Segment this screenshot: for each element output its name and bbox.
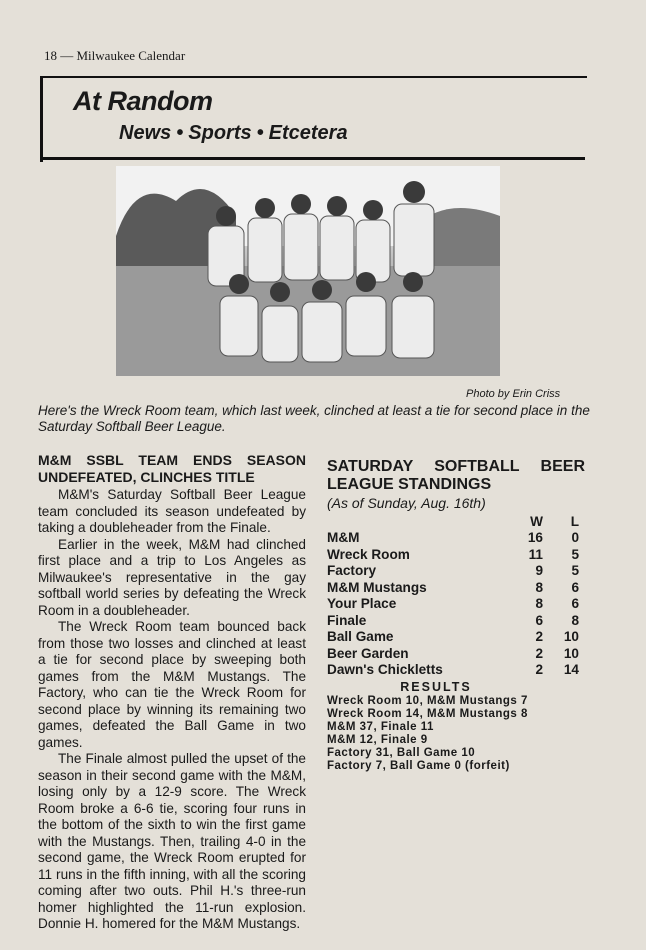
team-photo-illustration [116, 166, 500, 376]
standings-row [327, 547, 579, 564]
result-line: Factory 31, Ball Game 10 [327, 747, 476, 759]
team-name: Beer Garden [327, 645, 409, 661]
team-wins: 2 [535, 645, 543, 661]
article-headline: M&M SSBL TEAM ENDS SEASON UNDEFEATED, CLINCHES TITLE [38, 452, 306, 485]
team-losses: 6 [571, 579, 579, 595]
section-title: At Random [73, 86, 213, 116]
team-name: M&M [327, 530, 360, 545]
article-column-1 [38, 452, 306, 933]
standings-row [327, 563, 579, 580]
article-paragraph: The Finale almost pulled the upset of the season in their second game with the M&M, losing only by a 12-9 score. The Wreck Room broke a 6-6 tie, scoring four runs in the bottom of the sixth to win the first game with the Mustangs. Then, trailing 4-0 in the second game, the Wreck Room erupted for 11 runs in the fifth inning, with all the scoring coming after two outs. Phil H.'s three-run homer highlighted the 11-run explosion. Donnie H. homered for the M&M Mustangs. [38, 751, 306, 931]
result-line: M&M 37, Finale 11 [327, 721, 434, 733]
standings-row [327, 646, 579, 663]
team-losses: 5 [571, 563, 579, 578]
page-folio: 18 — Milwaukee Calendar [44, 48, 186, 63]
subtitle-news: News [119, 122, 172, 144]
article-column-2 [327, 446, 585, 773]
standings-row [327, 613, 579, 630]
standings-row [327, 596, 579, 613]
result-line: Wreck Room 14, M&M Mustangs 8 [327, 708, 528, 720]
subtitle-separator: • [256, 122, 264, 144]
standings-team-header [327, 514, 507, 531]
team-losses: 5 [571, 546, 579, 562]
team-wins: 16 [527, 530, 543, 545]
team-losses: 14 [563, 662, 579, 677]
team-wins: 8 [535, 596, 543, 611]
team-losses: 8 [571, 612, 579, 628]
team-losses: 10 [563, 629, 579, 644]
photo-credit: Photo by Erin Criss [466, 388, 561, 400]
team-losses: 0 [571, 530, 579, 545]
article-paragraph: The Wreck Room team bounced back from those two losses and clinched at least a tie for second place by sweeping both games from the M&M Mustangs. The Factory, who can tie the Wreck Room for second place by winning its remaining two games, defeated the Ball Game in two games. [38, 619, 306, 750]
team-name: Finale [327, 612, 367, 628]
standings-row [327, 580, 579, 597]
team-name: Ball Game [327, 629, 394, 644]
results-list [327, 695, 585, 773]
results-heading: RESULTS [400, 679, 472, 694]
team-wins: 11 [528, 546, 543, 562]
team-name: Your Place [327, 596, 397, 611]
article-paragraph: M&M's Saturday Softball Beer League team concluded its season undefeated by taking a doubleheader from the Finale. [38, 487, 306, 535]
article-paragraph: Earlier in the week, M&M had clinched first place and a trip to Los Angeles as Milwaukee's representative in the gay softball world series by defeating the Wreck Room in a doubleheader. [38, 536, 306, 618]
standings-header-row [327, 514, 579, 531]
standings-table [327, 514, 579, 679]
result-line: M&M 12, Finale 9 [327, 734, 428, 746]
team-name: M&M Mustangs [327, 579, 427, 595]
masthead-rule [40, 157, 585, 160]
subtitle-etcetera: Etcetera [268, 122, 348, 144]
standings-row [327, 530, 579, 547]
team-wins: 6 [535, 612, 543, 628]
team-photo [116, 166, 500, 376]
team-name: Wreck Room [327, 546, 410, 562]
section-masthead [40, 76, 587, 162]
team-wins: 2 [535, 662, 543, 677]
team-wins: 9 [535, 563, 543, 578]
team-name: Factory [327, 563, 377, 578]
standings-row [327, 629, 579, 646]
subtitle-sports: Sports [188, 122, 252, 144]
photo-caption: Here's the Wreck Room team, which last week, clinched at least a tie for second place in the Saturday Softball Beer League. [38, 403, 590, 434]
subtitle-separator: • [176, 122, 184, 144]
standings-row [327, 662, 579, 679]
team-losses: 6 [571, 596, 579, 611]
result-line: Wreck Room 10, M&M Mustangs 7 [327, 695, 528, 707]
result-line: Factory 7, Ball Game 0 (forfeit) [327, 760, 510, 772]
standings-wins-header: W [530, 513, 543, 529]
team-losses: 10 [563, 645, 579, 661]
standings-losses-header: L [570, 513, 579, 529]
standings-title: SATURDAY SOFTBALL BEER LEAGUE STANDINGS [327, 458, 585, 493]
section-subtitle [119, 122, 348, 145]
team-wins: 8 [535, 579, 543, 595]
team-wins: 2 [535, 629, 543, 644]
standings-date: (As of Sunday, Aug. 16th) [327, 495, 486, 511]
team-name: Dawn's Chickletts [327, 662, 443, 677]
